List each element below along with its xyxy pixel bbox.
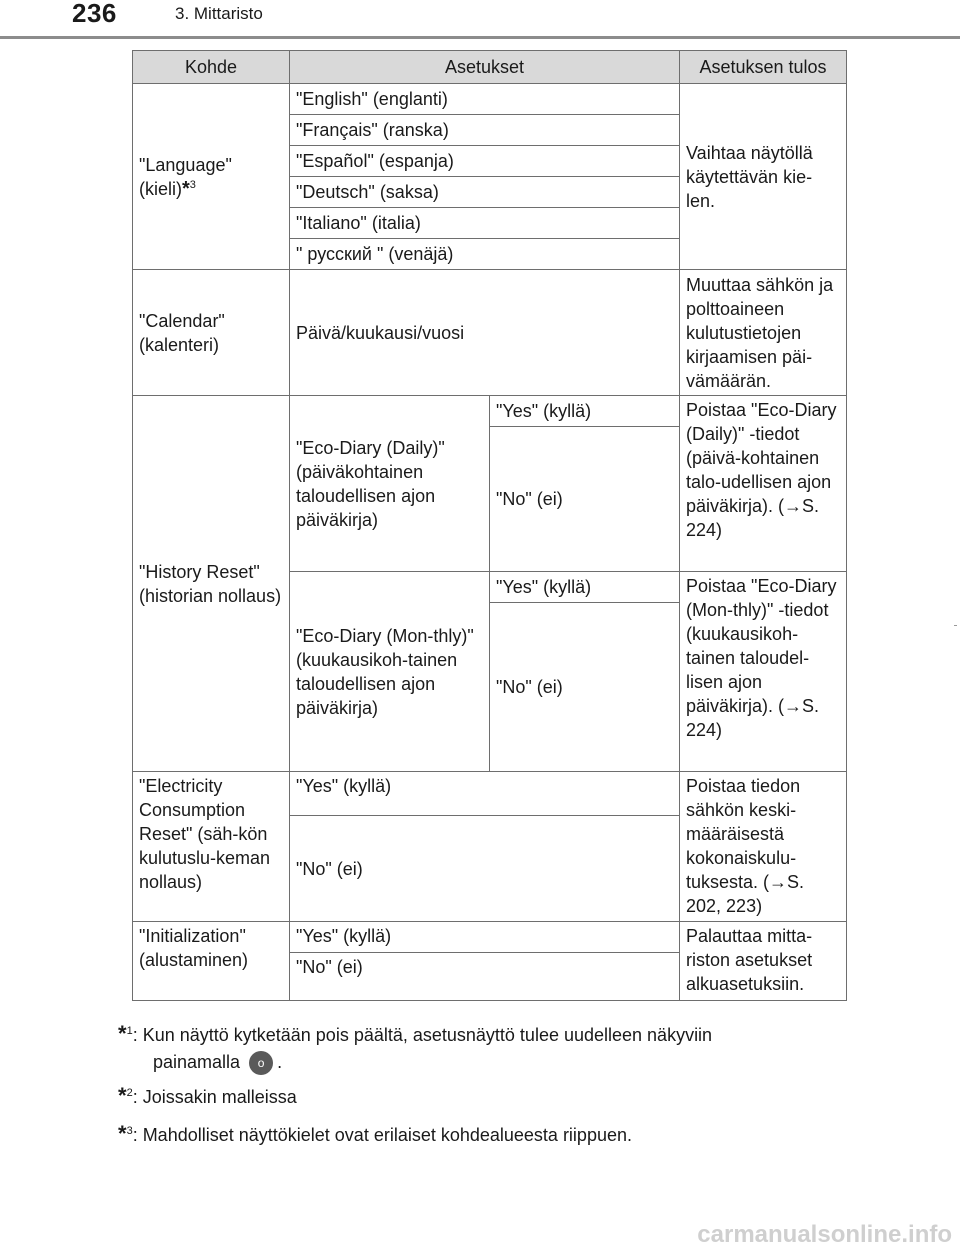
initialization-no: "No" (ei) (290, 953, 680, 1001)
electricity-yes: "Yes" (kyllä) (290, 772, 680, 816)
eco-diary-monthly: "Eco-Diary (Mon-thly)" (kuukausikoh-tainen taloudellisen ajon päiväkirja) (290, 572, 490, 772)
watermark: carmanualsonline.info (697, 1221, 952, 1248)
footnote-2: *$^2$: Joissakin malleissa (118, 1083, 297, 1108)
header-rule (0, 36, 960, 39)
daily-result: Poistaa "Eco-Diary (Daily)" -tiedot (päivä-kohtainen talo-udellisen ajon päiväkirja). (→S. 224) (680, 396, 847, 572)
history-item: "History Reset" (historian nollaus) (133, 396, 290, 772)
table-row (133, 772, 847, 816)
monthly-no: "No" (ei) (490, 603, 680, 772)
language-option: "Deutsch" (saksa) (290, 177, 680, 208)
footnote-3: *$^3$: Mahdolliset näyttökielet ovat erilaiset kohdealueesta riippuen. (118, 1121, 632, 1146)
table-row (133, 270, 847, 396)
language-option: "English" (englanti) (290, 84, 680, 115)
display-button-icon: o (249, 1051, 273, 1075)
initialization-result: Palauttaa mitta-riston asetukset alkuasetuksiin. (680, 922, 847, 1001)
electricity-result: Poistaa tiedon sähkön keski-määräisestä kokonaiskulu-tuksesta. (→S. 202, 223) (680, 772, 847, 922)
eco-diary-daily: "Eco-Diary (Daily)" (päiväkohtainen taloudellisen ajon päiväkirja) (290, 396, 490, 572)
footnote-1: *$^1$: Kun näyttö kytketään pois päältä, asetusnäyttö tulee uudelleen näkyviin painamalla o . (118, 1020, 846, 1076)
language-item: "Language" (kieli)*$^3$ (133, 84, 290, 270)
table-header-row (133, 51, 847, 84)
language-option: "Español" (espanja) (290, 146, 680, 177)
language-option: " русский " (venäjä) (290, 239, 680, 270)
table-row (133, 84, 847, 115)
settings-table (132, 50, 847, 1001)
language-result: Vaihtaa näytöllä käytettävän kie-len. (680, 84, 847, 270)
language-option: "Italiano" (italia) (290, 208, 680, 239)
section-title: 3. Mittaristo (175, 4, 263, 23)
language-option: "Français" (ranska) (290, 115, 680, 146)
column-header-item: Kohde (133, 51, 290, 84)
calendar-result: Muuttaa sähkön ja polttoaineen kulutustietojen kirjaamisen päi-vämäärän. (680, 270, 847, 396)
table-row (133, 922, 847, 953)
page-number: 236 (72, 0, 117, 28)
daily-no: "No" (ei) (490, 427, 680, 572)
monthly-result: Poistaa "Eco-Diary (Mon-thly)" -tiedot (kuukausikoh-tainen taloudel-lisen ajon päiväkirja). (→S. 224) (680, 572, 847, 772)
electricity-item: "Electricity Consumption Reset" (säh-kön kulutuslu-keman nollaus) (133, 772, 290, 922)
initialization-yes: "Yes" (kyllä) (290, 922, 680, 953)
table-row (133, 396, 847, 427)
column-header-setting: Asetukset (290, 51, 680, 84)
daily-yes: "Yes" (kyllä) (490, 396, 680, 427)
monthly-yes: "Yes" (kyllä) (490, 572, 680, 603)
initialization-item: "Initialization" (alustaminen) (133, 922, 290, 1001)
calendar-setting: Päivä/kuukausi/vuosi (290, 270, 680, 396)
electricity-no: "No" (ei) (290, 816, 680, 922)
calendar-item: "Calendar" (kalenteri) (133, 270, 290, 396)
margin-mark (954, 625, 957, 626)
column-header-result: Asetuksen tulos (680, 51, 847, 84)
